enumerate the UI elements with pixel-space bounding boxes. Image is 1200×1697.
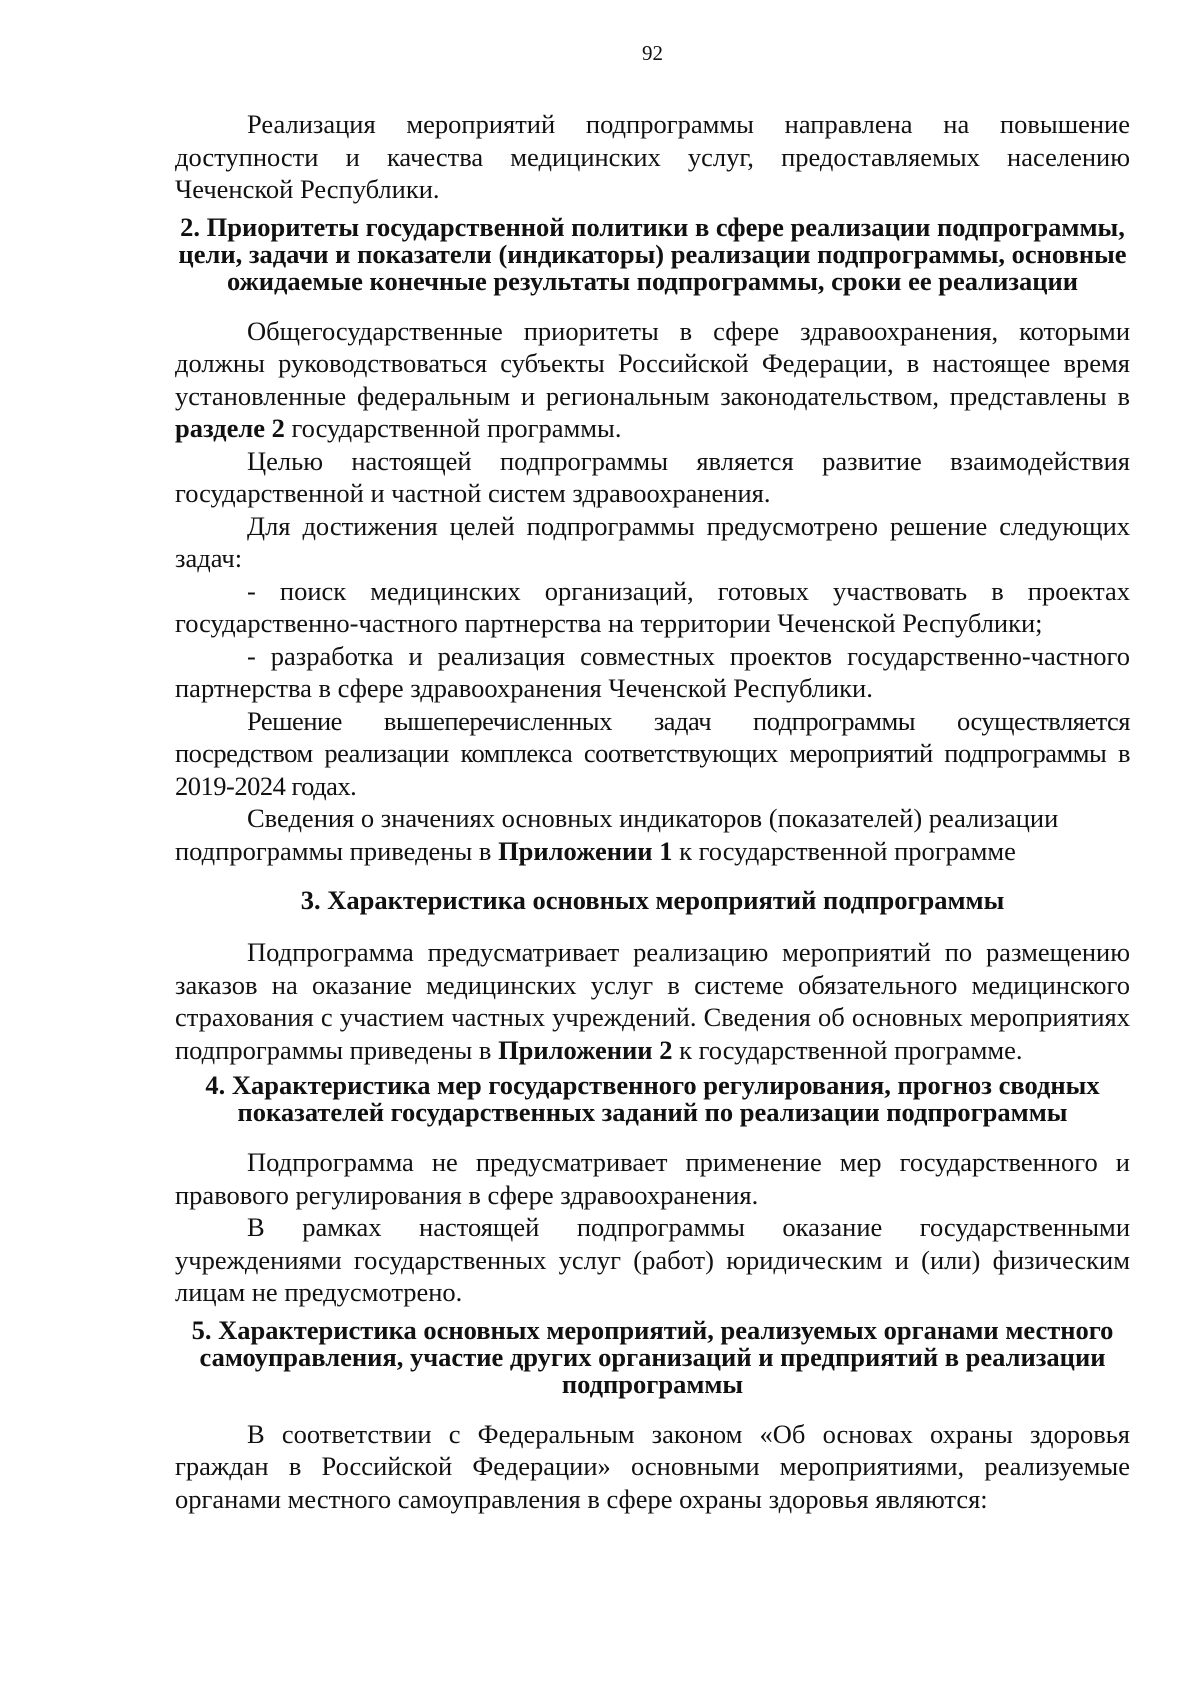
section-3-heading: 3. Характеристика основных мероприятий подпрограммы xyxy=(300,885,1005,915)
text-run: Подпрограмма предусматривает реализацию мероприятий по размещению заказов на оказание медицинских услуг в системе обязательного медицинского страхования с участием частных учреждений. Сведения об основных мероприятиях подпрограммы приведены в xyxy=(175,937,1130,1065)
page-number: 92 xyxy=(642,41,663,65)
bold-reference: Приложении 1 xyxy=(498,835,673,866)
text-run: Сведения о значениях основных индикаторов (показателей) реализации подпрограммы приведены в xyxy=(175,803,1059,866)
bold-reference: разделе 2 xyxy=(175,413,285,443)
section-4-heading: 4. Характеристика мер государственного регулирования, прогноз сводных показателей государственных заданий по реализации подпрограммы xyxy=(205,1070,1100,1127)
text-run: Общегосударственные приоритеты в сфере здравоохранения, которыми должны руководствоваться субъекты Российской Федерации, в настоящее время установленные федеральным и региональным законодательством, представлены в xyxy=(175,315,1130,411)
section-2-list-item-1: - поиск медицинских организаций, готовых участвовать в проектах государственно-частного партнерства на территории Чеченской Республики; xyxy=(175,575,1130,638)
section-5-heading: 5. Характеристика основных мероприятий, реализуемых органами местного самоуправления, участие других организаций и предприятий в реализации подпрограммы xyxy=(191,1314,1114,1399)
section-2-paragraph-1 xyxy=(175,315,1130,445)
section-2-paragraph-6: Решение вышеперечисленных задач подпрограммы осуществляется посредством реализации комплекса соответствующих мероприятий подпрограммы в 2019-2024 годах. xyxy=(175,705,1130,801)
intro-paragraph: Реализация мероприятий подпрограммы направлена на повышение доступности и качества медицинских услуг, предоставляемых населению Чеченской Республики. xyxy=(175,109,1130,204)
section-3-paragraph-1 xyxy=(175,936,1130,1066)
section-4-paragraph-2: В рамках настоящей подпрограммы оказание государственными учреждениями государственных услуг (работ) юридическим и (или) физическим лицам не предусмотрено. xyxy=(175,1212,1130,1307)
section-2-paragraph-2: Целью настоящей подпрограммы является развитие взаимодействия государственной и частной систем здравоохранения. xyxy=(175,445,1130,508)
section-2-list-item-2: - разработка и реализация совместных проектов государственно-частного партнерства в сфере здравоохранения Чеченской Республики. xyxy=(175,640,1130,703)
section-2-heading: 2. Приоритеты государственной политики в сфере реализации подпрограммы, цели, задачи и показатели (индикаторы) реализации подпрограммы, основные ожидаемые конечные результаты подпрограммы, сроки ее реализации xyxy=(178,211,1127,296)
text-run: к государственной программе. xyxy=(672,1034,1023,1065)
section-2-paragraph-7 xyxy=(175,802,1130,867)
section-2-paragraph-3: Для достижения целей подпрограммы предусмотрено решение следующих задач: xyxy=(175,510,1130,573)
text-run: государственной программы. xyxy=(284,413,622,443)
section-5-paragraph-1: В соответствии с Федеральным законом «Об основах охраны здоровья граждан в Российской Федерации» основными мероприятиями, реализуемые органами местного самоуправления в сфере охраны здоровья являются: xyxy=(175,1418,1130,1514)
document-page xyxy=(175,40,1130,1515)
section-4-paragraph-1: Подпрограмма не предусматривает применение мер государственного и правового регулирования в сфере здравоохранения. xyxy=(175,1147,1130,1210)
bold-reference: Приложении 2 xyxy=(498,1034,673,1065)
text-run: к государственной программе xyxy=(672,835,1016,866)
